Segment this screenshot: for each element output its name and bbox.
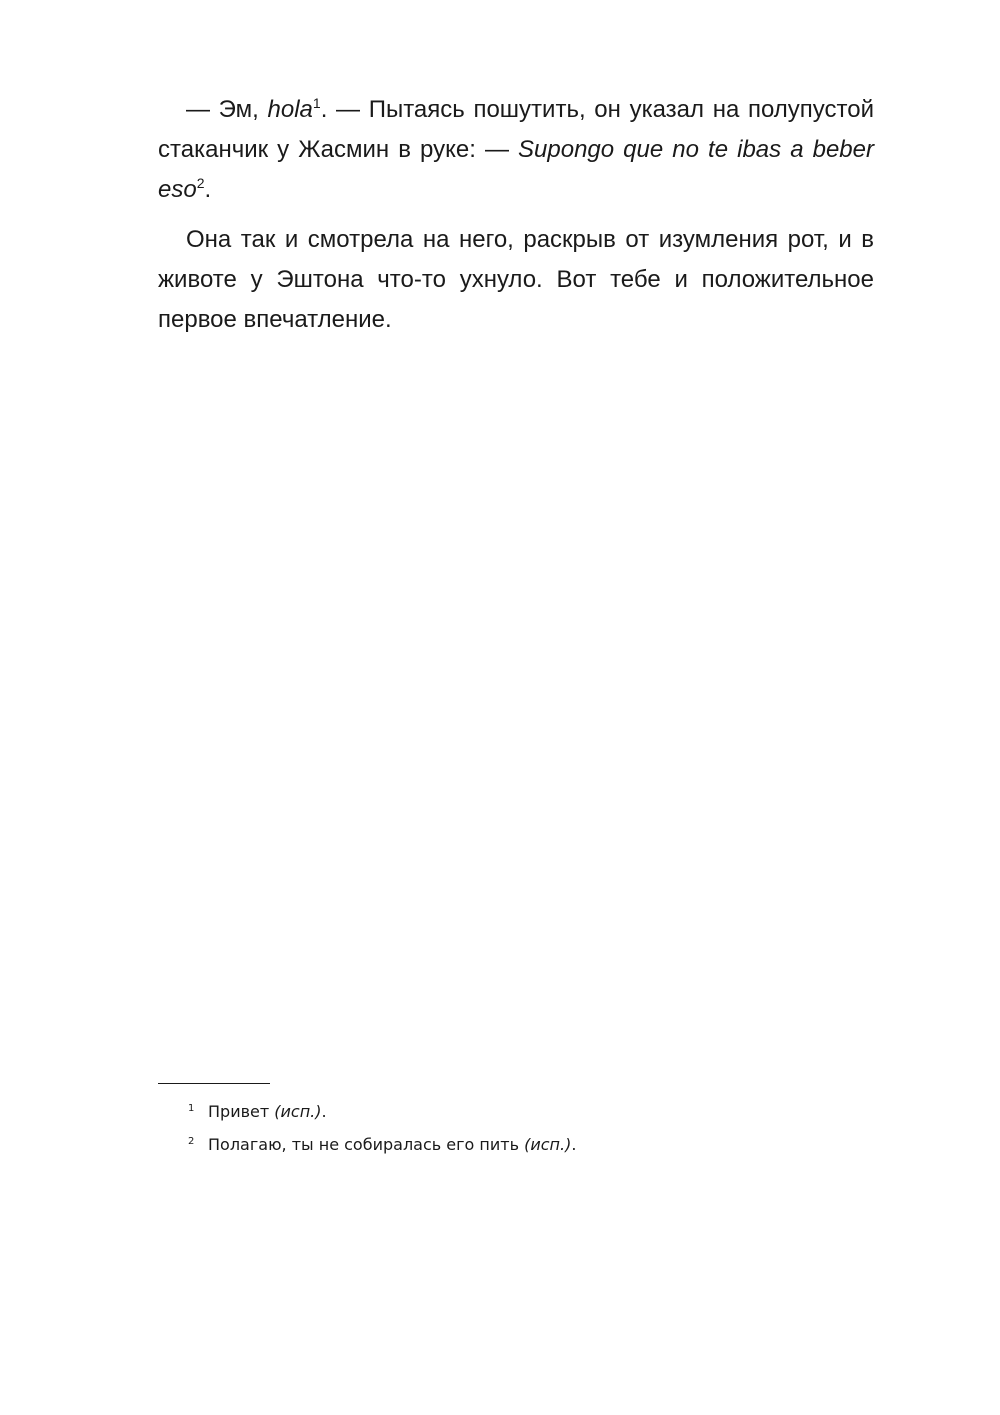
main-text (158, 90, 874, 350)
footnote-number: 2 (188, 1136, 195, 1147)
paragraph-dialogue (158, 90, 874, 210)
text-span: . (204, 176, 212, 203)
paragraph-narration: Она так и смотрела на него, раскрыв от изумления рот, и в животе у Эштона что-то ухнуло. Вот тебе и положительное первое впечатление. (158, 226, 874, 333)
spanish-phrase: Supongo que no te ibas a beber eso (158, 136, 874, 203)
footnote-ref-1[interactable]: 1 (312, 95, 321, 111)
footnote-text: Полагаю, ты не собиралась его пить (208, 1135, 525, 1154)
text-span: — Эм, (186, 96, 268, 123)
footnote-1 (188, 1094, 878, 1127)
footnote-ref-2[interactable]: 2 (196, 175, 205, 191)
footnotes (188, 1094, 878, 1160)
footnote-number: 1 (188, 1103, 195, 1114)
footnote-language: (исп.) (274, 1102, 322, 1121)
text-span: . — Пытаясь пошутить, он указал на полупустой стаканчик у Жасмин в руке: — (158, 96, 875, 163)
footnote-2 (188, 1127, 878, 1160)
footnote-divider (158, 1083, 270, 1084)
spanish-word: hola (267, 96, 313, 123)
footnote-language: (исп.) (524, 1135, 572, 1154)
footnote-end: . (321, 1102, 327, 1121)
footnote-end: . (571, 1135, 577, 1154)
footnote-text: Привет (208, 1102, 275, 1121)
